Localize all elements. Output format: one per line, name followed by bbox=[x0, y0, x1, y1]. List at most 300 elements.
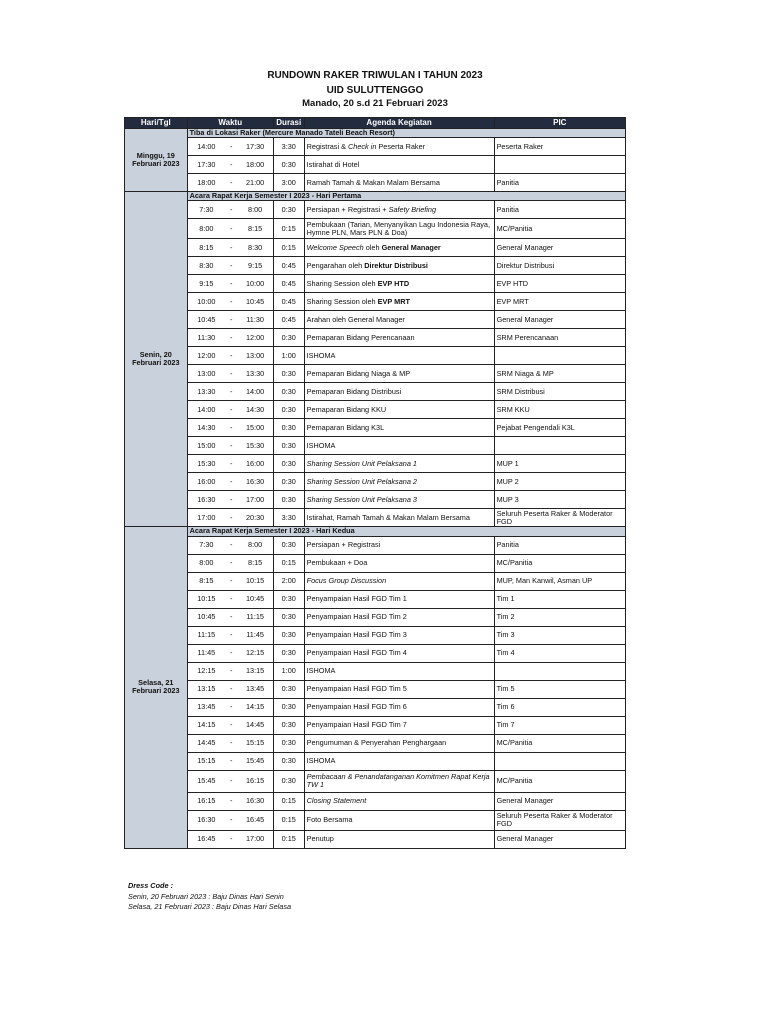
table-row bbox=[125, 347, 626, 365]
end-time: 13:30 bbox=[237, 365, 273, 383]
agenda-cell bbox=[304, 716, 494, 734]
start-time: 15:15 bbox=[187, 752, 225, 770]
agenda-cell bbox=[304, 347, 494, 365]
table-body bbox=[125, 129, 626, 849]
start-time: 14:00 bbox=[187, 138, 225, 156]
end-time: 11:15 bbox=[237, 608, 273, 626]
time-separator: - bbox=[225, 383, 237, 401]
start-time: 13:30 bbox=[187, 383, 225, 401]
start-time: 11:45 bbox=[187, 644, 225, 662]
duration: 0:15 bbox=[273, 830, 304, 848]
agenda-text: Sharing Session Unit Pelaksana 2 bbox=[306, 476, 417, 486]
agenda-text: Persiapan + Registrasi + bbox=[306, 204, 389, 214]
pic-cell: EVP HTD bbox=[494, 275, 625, 293]
end-time: 13:45 bbox=[237, 680, 273, 698]
agenda-cell bbox=[304, 455, 494, 473]
pic-cell: Panitia bbox=[494, 536, 625, 554]
table-row bbox=[125, 680, 626, 698]
duration: 0:30 bbox=[273, 608, 304, 626]
agenda-cell bbox=[304, 590, 494, 608]
pic-cell: General Manager bbox=[494, 311, 625, 329]
pic-cell: Peserta Raker bbox=[494, 138, 625, 156]
duration: 0:30 bbox=[273, 644, 304, 662]
duration: 0:15 bbox=[273, 219, 304, 239]
header-durasi: Durasi bbox=[273, 118, 304, 129]
time-separator: - bbox=[225, 608, 237, 626]
duration: 0:30 bbox=[273, 156, 304, 174]
agenda-cell bbox=[304, 239, 494, 257]
time-separator: - bbox=[225, 770, 237, 792]
pic-cell: Tim 6 bbox=[494, 698, 625, 716]
section-row bbox=[125, 129, 626, 138]
table-row bbox=[125, 536, 626, 554]
time-separator: - bbox=[225, 698, 237, 716]
table-row bbox=[125, 590, 626, 608]
day-cell: Selasa, 21 Februari 2023 bbox=[125, 527, 188, 848]
end-time: 13:15 bbox=[237, 662, 273, 680]
agenda-cell bbox=[304, 770, 494, 792]
duration: 0:30 bbox=[273, 536, 304, 554]
start-time: 8:00 bbox=[187, 219, 225, 239]
pic-cell: Tim 1 bbox=[494, 590, 625, 608]
end-time: 11:30 bbox=[237, 311, 273, 329]
agenda-cell bbox=[304, 365, 494, 383]
table-row bbox=[125, 365, 626, 383]
table-row bbox=[125, 293, 626, 311]
time-separator: - bbox=[225, 293, 237, 311]
agenda-text: EVP MRT bbox=[377, 296, 410, 306]
table-row bbox=[125, 716, 626, 734]
table-row bbox=[125, 608, 626, 626]
table-row bbox=[125, 383, 626, 401]
duration: 1:00 bbox=[273, 347, 304, 365]
duration: 3:30 bbox=[273, 509, 304, 527]
pic-cell: Tim 7 bbox=[494, 716, 625, 734]
duration: 1:00 bbox=[273, 662, 304, 680]
pic-cell bbox=[494, 752, 625, 770]
time-separator: - bbox=[225, 329, 237, 347]
agenda-cell bbox=[304, 293, 494, 311]
table-row bbox=[125, 455, 626, 473]
start-time: 12:00 bbox=[187, 347, 225, 365]
start-time: 10:45 bbox=[187, 311, 225, 329]
duration: 0:45 bbox=[273, 257, 304, 275]
agenda-text: Pemaparan Bidang Niaga & MP bbox=[306, 368, 411, 378]
end-time: 12:00 bbox=[237, 329, 273, 347]
time-separator: - bbox=[225, 365, 237, 383]
dress-code-monday: Senin, 20 Februari 2023 : Baju Dinas Hari Senin bbox=[128, 891, 284, 901]
start-time: 15:30 bbox=[187, 455, 225, 473]
rundown-table bbox=[124, 117, 626, 849]
start-time: 12:15 bbox=[187, 662, 225, 680]
pic-cell bbox=[494, 156, 625, 174]
day-cell: Minggu, 19 Februari 2023 bbox=[125, 129, 188, 192]
start-time: 10:15 bbox=[187, 590, 225, 608]
end-time: 14:00 bbox=[237, 383, 273, 401]
end-time: 21:00 bbox=[237, 174, 273, 192]
agenda-cell bbox=[304, 473, 494, 491]
agenda-cell bbox=[304, 626, 494, 644]
table-row bbox=[125, 752, 626, 770]
agenda-text: ISHOMA bbox=[306, 665, 336, 675]
table-row bbox=[125, 572, 626, 590]
dress-code-tuesday: Selasa, 21 Februari 2023 : Baju Dinas Hari Selasa bbox=[128, 902, 292, 912]
agenda-text: Focus Group Discussion bbox=[306, 575, 387, 585]
start-time: 8:00 bbox=[187, 554, 225, 572]
end-time: 10:45 bbox=[237, 293, 273, 311]
table-row bbox=[125, 257, 626, 275]
end-time: 15:15 bbox=[237, 734, 273, 752]
agenda-text: Pembukaan (Tarian, Menyanyikan Lagu Indonesia Raya, Hymne PLN, Mars PLN & Doa) bbox=[306, 219, 490, 237]
agenda-text: ISHOMA bbox=[306, 440, 336, 450]
end-time: 16:30 bbox=[237, 792, 273, 810]
pic-cell: SRM KKU bbox=[494, 401, 625, 419]
time-separator: - bbox=[225, 752, 237, 770]
start-time: 15:45 bbox=[187, 770, 225, 792]
time-separator: - bbox=[225, 792, 237, 810]
section-row bbox=[125, 192, 626, 201]
document-title: RUNDOWN RAKER TRIWULAN I TAHUN 2023 bbox=[267, 70, 483, 81]
time-separator: - bbox=[225, 590, 237, 608]
duration: 0:30 bbox=[273, 329, 304, 347]
pic-cell: Tim 4 bbox=[494, 644, 625, 662]
table-row bbox=[125, 239, 626, 257]
end-time: 8:00 bbox=[237, 536, 273, 554]
end-time: 17:00 bbox=[237, 491, 273, 509]
pic-cell: MUP 1 bbox=[494, 455, 625, 473]
start-time: 13:00 bbox=[187, 365, 225, 383]
end-time: 8:15 bbox=[237, 219, 273, 239]
agenda-text: Penyampaian Hasil FGD Tim 5 bbox=[306, 683, 407, 693]
time-separator: - bbox=[225, 734, 237, 752]
pic-cell bbox=[494, 347, 625, 365]
table-row bbox=[125, 698, 626, 716]
start-time: 14:00 bbox=[187, 401, 225, 419]
start-time: 16:30 bbox=[187, 810, 225, 830]
time-separator: - bbox=[225, 473, 237, 491]
agenda-cell bbox=[304, 419, 494, 437]
agenda-cell bbox=[304, 156, 494, 174]
duration: 0:30 bbox=[273, 626, 304, 644]
time-separator: - bbox=[225, 347, 237, 365]
time-separator: - bbox=[225, 644, 237, 662]
agenda-cell bbox=[304, 257, 494, 275]
start-time: 14:30 bbox=[187, 419, 225, 437]
agenda-text: Pemaparan Bidang K3L bbox=[306, 422, 385, 432]
end-time: 11:45 bbox=[237, 626, 273, 644]
agenda-text: Safety Briefing bbox=[388, 204, 437, 214]
table-header-row bbox=[125, 118, 626, 129]
start-time: 15:00 bbox=[187, 437, 225, 455]
duration: 0:45 bbox=[273, 275, 304, 293]
table-row bbox=[125, 174, 626, 192]
start-time: 8:15 bbox=[187, 239, 225, 257]
agenda-cell bbox=[304, 201, 494, 219]
start-time: 13:15 bbox=[187, 680, 225, 698]
agenda-text: Welcome Speech bbox=[306, 242, 364, 252]
agenda-text: Penyampaian Hasil FGD Tim 7 bbox=[306, 719, 407, 729]
start-time: 7:30 bbox=[187, 536, 225, 554]
end-time: 20:30 bbox=[237, 509, 273, 527]
time-separator: - bbox=[225, 401, 237, 419]
agenda-text: Foto Bersama bbox=[306, 814, 353, 824]
end-time: 15:30 bbox=[237, 437, 273, 455]
time-separator: - bbox=[225, 201, 237, 219]
table-row bbox=[125, 644, 626, 662]
start-time: 13:45 bbox=[187, 698, 225, 716]
pic-cell: SRM Niaga & MP bbox=[494, 365, 625, 383]
pic-cell: MC/Panitia bbox=[494, 734, 625, 752]
pic-cell: Panitia bbox=[494, 174, 625, 192]
end-time: 10:00 bbox=[237, 275, 273, 293]
agenda-text: Sharing Session oleh bbox=[306, 278, 378, 288]
pic-cell: SRM Perencanaan bbox=[494, 329, 625, 347]
start-time: 18:00 bbox=[187, 174, 225, 192]
agenda-cell bbox=[304, 491, 494, 509]
table-row bbox=[125, 626, 626, 644]
agenda-text: ISHOMA bbox=[306, 350, 336, 360]
pic-cell: Tim 2 bbox=[494, 608, 625, 626]
end-time: 17:00 bbox=[237, 830, 273, 848]
pic-cell: MUP 2 bbox=[494, 473, 625, 491]
agenda-cell bbox=[304, 174, 494, 192]
start-time: 10:00 bbox=[187, 293, 225, 311]
agenda-text: Penutup bbox=[306, 833, 334, 843]
dress-code-note bbox=[128, 881, 291, 913]
table-row bbox=[125, 156, 626, 174]
section-title: Acara Rapat Kerja Semester I 2023 - Hari Kedua bbox=[187, 527, 625, 536]
time-separator: - bbox=[225, 509, 237, 527]
end-time: 14:45 bbox=[237, 716, 273, 734]
table-row bbox=[125, 219, 626, 239]
pic-cell: SRM Distribusi bbox=[494, 383, 625, 401]
pic-cell: Tim 5 bbox=[494, 680, 625, 698]
duration: 0:30 bbox=[273, 770, 304, 792]
agenda-cell bbox=[304, 311, 494, 329]
duration: 0:15 bbox=[273, 810, 304, 830]
table-row bbox=[125, 401, 626, 419]
start-time: 11:15 bbox=[187, 626, 225, 644]
pic-cell: Panitia bbox=[494, 201, 625, 219]
duration: 0:45 bbox=[273, 293, 304, 311]
pic-cell: General Manager bbox=[494, 830, 625, 848]
agenda-text: Sharing Session oleh bbox=[306, 296, 378, 306]
document-location-date: Manado, 20 s.d 21 Februari 2023 bbox=[302, 98, 448, 109]
time-separator: - bbox=[225, 257, 237, 275]
duration: 0:30 bbox=[273, 491, 304, 509]
agenda-text: ISHOMA bbox=[306, 755, 336, 765]
duration: 0:30 bbox=[273, 383, 304, 401]
agenda-cell bbox=[304, 275, 494, 293]
pic-cell bbox=[494, 437, 625, 455]
start-time: 7:30 bbox=[187, 201, 225, 219]
pic-cell: Direktur Distribusi bbox=[494, 257, 625, 275]
agenda-cell bbox=[304, 644, 494, 662]
table-row bbox=[125, 201, 626, 219]
duration: 2:00 bbox=[273, 572, 304, 590]
start-time: 14:15 bbox=[187, 716, 225, 734]
end-time: 8:00 bbox=[237, 201, 273, 219]
start-time: 16:00 bbox=[187, 473, 225, 491]
agenda-text: Ramah Tamah & Makan Malam Bersama bbox=[306, 177, 440, 187]
time-separator: - bbox=[225, 716, 237, 734]
agenda-text: Pemaparan Bidang Distribusi bbox=[306, 386, 402, 396]
time-separator: - bbox=[225, 830, 237, 848]
duration: 0:30 bbox=[273, 734, 304, 752]
agenda-cell bbox=[304, 437, 494, 455]
agenda-cell bbox=[304, 572, 494, 590]
time-separator: - bbox=[225, 419, 237, 437]
header-hari: Hari/Tgl bbox=[125, 118, 188, 129]
start-time: 9:15 bbox=[187, 275, 225, 293]
start-time: 11:30 bbox=[187, 329, 225, 347]
pic-cell: General Manager bbox=[494, 792, 625, 810]
time-separator: - bbox=[225, 491, 237, 509]
duration: 0:30 bbox=[273, 590, 304, 608]
agenda-cell bbox=[304, 752, 494, 770]
agenda-text: Penyampaian Hasil FGD Tim 6 bbox=[306, 701, 407, 711]
time-separator: - bbox=[225, 810, 237, 830]
agenda-cell bbox=[304, 608, 494, 626]
header-waktu: Waktu bbox=[187, 118, 273, 129]
agenda-cell bbox=[304, 554, 494, 572]
end-time: 16:30 bbox=[237, 473, 273, 491]
agenda-text: Pemaparan Bidang Perencanaan bbox=[306, 332, 415, 342]
duration: 0:30 bbox=[273, 401, 304, 419]
time-separator: - bbox=[225, 554, 237, 572]
end-time: 13:00 bbox=[237, 347, 273, 365]
agenda-text: Peserta Raker bbox=[376, 141, 426, 151]
pic-cell: General Manager bbox=[494, 239, 625, 257]
agenda-text: Penyampaian Hasil FGD Tim 1 bbox=[306, 593, 407, 603]
start-time: 16:30 bbox=[187, 491, 225, 509]
duration: 0:30 bbox=[273, 455, 304, 473]
dress-code-label: Dress Code : bbox=[128, 881, 174, 890]
time-separator: - bbox=[225, 680, 237, 698]
agenda-cell bbox=[304, 830, 494, 848]
table-row bbox=[125, 138, 626, 156]
table-row bbox=[125, 509, 626, 527]
agenda-text: Istirahat di Hotel bbox=[306, 159, 360, 169]
start-time: 17:30 bbox=[187, 156, 225, 174]
duration: 0:30 bbox=[273, 419, 304, 437]
agenda-cell bbox=[304, 680, 494, 698]
time-separator: - bbox=[225, 311, 237, 329]
duration: 3:00 bbox=[273, 174, 304, 192]
end-time: 15:45 bbox=[237, 752, 273, 770]
section-title: Acara Rapat Kerja Semester I 2023 - Hari Pertama bbox=[187, 192, 625, 201]
end-time: 16:00 bbox=[237, 455, 273, 473]
duration: 0:30 bbox=[273, 201, 304, 219]
duration: 0:30 bbox=[273, 716, 304, 734]
table-row bbox=[125, 830, 626, 848]
duration: 0:45 bbox=[273, 311, 304, 329]
pic-cell: Pejabat Pengendali K3L bbox=[494, 419, 625, 437]
start-time: 14:45 bbox=[187, 734, 225, 752]
table-row bbox=[125, 734, 626, 752]
time-separator: - bbox=[225, 437, 237, 455]
table-row bbox=[125, 473, 626, 491]
agenda-text: oleh bbox=[363, 242, 382, 252]
time-separator: - bbox=[225, 626, 237, 644]
end-time: 12:15 bbox=[237, 644, 273, 662]
time-separator: - bbox=[225, 239, 237, 257]
document-subtitle: UID SULUTTENGGO bbox=[326, 85, 424, 96]
pic-cell: MUP, Man Kanwil, Asman UP bbox=[494, 572, 625, 590]
pic-cell: EVP MRT bbox=[494, 293, 625, 311]
time-separator: - bbox=[225, 174, 237, 192]
duration: 0:30 bbox=[273, 437, 304, 455]
agenda-text: Penyampaian Hasil FGD Tim 2 bbox=[306, 611, 407, 621]
agenda-text: Pembukaan + Doa bbox=[306, 557, 368, 567]
table-row bbox=[125, 419, 626, 437]
agenda-cell bbox=[304, 509, 494, 527]
end-time: 18:00 bbox=[237, 156, 273, 174]
pic-cell: Tim 3 bbox=[494, 626, 625, 644]
agenda-text: Persiapan + Registrasi bbox=[306, 539, 381, 549]
end-time: 14:15 bbox=[237, 698, 273, 716]
end-time: 15:00 bbox=[237, 419, 273, 437]
agenda-cell bbox=[304, 662, 494, 680]
table-row bbox=[125, 810, 626, 830]
end-time: 16:45 bbox=[237, 810, 273, 830]
time-separator: - bbox=[225, 572, 237, 590]
agenda-text: Pembacaan & Penandatanganan Komitmen Rapat Kerja TW 1 bbox=[306, 771, 490, 790]
header-pic: PIC bbox=[494, 118, 625, 129]
table-row bbox=[125, 770, 626, 792]
pic-cell: MUP 3 bbox=[494, 491, 625, 509]
agenda-text: Registrasi & bbox=[306, 141, 349, 151]
duration: 0:30 bbox=[273, 752, 304, 770]
table-row bbox=[125, 662, 626, 680]
time-separator: - bbox=[225, 219, 237, 239]
end-time: 9:15 bbox=[237, 257, 273, 275]
table-row bbox=[125, 311, 626, 329]
agenda-cell bbox=[304, 810, 494, 830]
duration: 0:15 bbox=[273, 792, 304, 810]
end-time: 8:30 bbox=[237, 239, 273, 257]
table-row bbox=[125, 329, 626, 347]
table-row bbox=[125, 437, 626, 455]
end-time: 10:45 bbox=[237, 590, 273, 608]
day-cell: Senin, 20 Februari 2023 bbox=[125, 192, 188, 527]
duration: 0:15 bbox=[273, 239, 304, 257]
agenda-cell bbox=[304, 401, 494, 419]
table-row bbox=[125, 554, 626, 572]
pic-cell: MC/Panitia bbox=[494, 554, 625, 572]
agenda-text: Pemaparan Bidang KKU bbox=[306, 404, 387, 414]
table-row bbox=[125, 792, 626, 810]
agenda-text: Istirahat, Ramah Tamah & Makan Malam Bersama bbox=[306, 512, 470, 522]
duration: 0:30 bbox=[273, 473, 304, 491]
time-separator: - bbox=[225, 138, 237, 156]
duration: 0:30 bbox=[273, 680, 304, 698]
pic-cell bbox=[494, 662, 625, 680]
agenda-text: Pengumuman & Penyerahan Penghargaan bbox=[306, 737, 447, 747]
agenda-text: Closing Statement bbox=[306, 795, 367, 805]
time-separator: - bbox=[225, 662, 237, 680]
pic-cell: MC/Panitia bbox=[494, 219, 625, 239]
start-time: 17:00 bbox=[187, 509, 225, 527]
section-title: Tiba di Lokasi Raker (Mercure Manado Tateli Beach Resort) bbox=[187, 129, 625, 138]
agenda-text: General Manager bbox=[381, 242, 441, 252]
end-time: 14:30 bbox=[237, 401, 273, 419]
agenda-text: Penyampaian Hasil FGD Tim 4 bbox=[306, 647, 407, 657]
start-time: 8:15 bbox=[187, 572, 225, 590]
agenda-text: Penyampaian Hasil FGD Tim 3 bbox=[306, 629, 407, 639]
agenda-text: Sharing Session Unit Pelaksana 1 bbox=[306, 458, 417, 468]
agenda-cell bbox=[304, 698, 494, 716]
